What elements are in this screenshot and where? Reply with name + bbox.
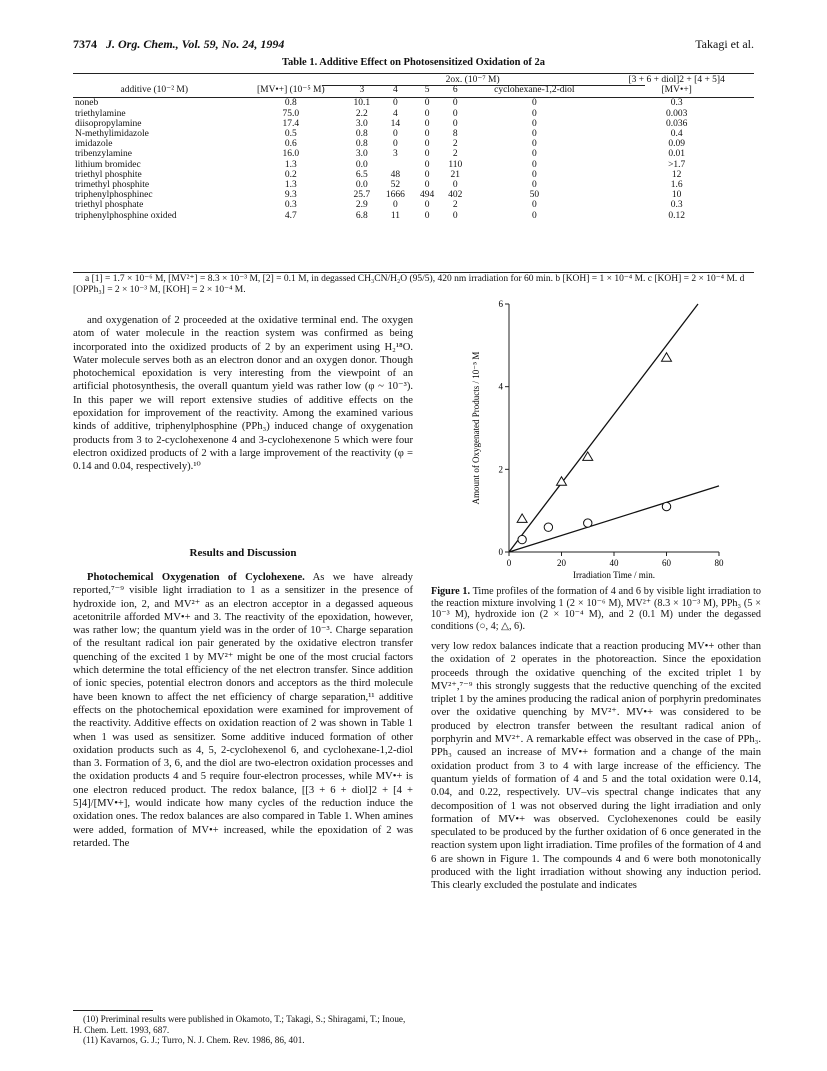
value-cell: 0 (393, 139, 398, 150)
page-header-left (73, 37, 284, 52)
figure-1-chart (431, 296, 731, 581)
value-cell: 402 (448, 190, 463, 201)
value-cell: 0.4 (670, 129, 683, 140)
value-cell: >1.7 (668, 159, 686, 170)
table-row (73, 119, 754, 129)
value-cell: 17.4 (282, 118, 300, 129)
table-row (73, 200, 754, 210)
col-header-4: 4 (378, 85, 413, 98)
value-cell: 2 (452, 200, 458, 211)
additive-cell: tribenzylamine (75, 149, 132, 160)
col-header-diol: cyclohexane-1,2-diol (469, 85, 599, 98)
additive-cell: N-methylimidazole (75, 129, 149, 140)
table-row (73, 211, 754, 221)
value-cell: 0 (452, 98, 458, 109)
value-cell: 10 (671, 190, 682, 201)
table-footnote: a [1] = 1.7 × 10⁻⁶ M, [MV²⁺] = 8.3 × 10⁻³ M, [2] = 0.1 M, in degassed CH₃CN/H₂O (95/5), 420 nm irradiation for 60 min. b [KOH] = 1 × 10⁻⁴ M. c [KOH] = 2 × 10⁻⁴ M. d [OPPh₃] = 2 × 10⁻³ M, [KOH] = 2 × 10⁻⁴ M. (73, 274, 745, 295)
value-cell: 2 (452, 139, 458, 150)
value-cell: 0 (531, 129, 537, 140)
page-number: 7374 (73, 37, 97, 51)
value-cell: 6.8 (355, 210, 368, 221)
fit-line-circle (509, 486, 719, 552)
value-cell: 50 (529, 190, 540, 201)
col-header-5: 5 (413, 85, 441, 98)
y-axis-label: Amount of Oxygenated Products / 10⁻⁵ M (471, 351, 481, 505)
footnote-rule (73, 1010, 153, 1011)
value-cell: 4.7 (284, 210, 297, 221)
additive-cell: triethyl phosphate (75, 200, 144, 211)
value-cell: 0 (531, 98, 537, 109)
value-cell: 52 (390, 180, 401, 191)
ratio-header-top: [3 + 6 + diol]2 + [4 + 5]4 (628, 75, 725, 85)
circle-point (544, 523, 552, 531)
value-cell: 0.003 (665, 108, 688, 119)
table-row (73, 149, 754, 159)
additive-cell: trimethyl phosphite (75, 180, 150, 191)
figure-caption-text: Time profiles of the formation of 4 and 6 by visible light irradiation to the reaction mixture involving 1 (2 × 10⁻⁶ M), MV²⁺ (8.3 × 10⁻³ M), PPh₃ (5 × 10⁻³ M), hydroxide ion (2 × 10⁻⁴ M), and 2 (0.1 M) under the degassed conditions (○, 4; △, 6). (431, 586, 761, 632)
additive-cell: diisopropylamine (75, 118, 142, 129)
table-row (73, 180, 754, 190)
additive-cell: imidazole (75, 139, 113, 150)
value-cell: 0 (424, 149, 430, 160)
data-table (73, 73, 754, 221)
col-header-3: 3 (346, 85, 378, 98)
value-cell: 0.3 (670, 200, 683, 211)
value-cell: 0.8 (355, 139, 368, 150)
x-tick-label: 80 (714, 558, 724, 568)
table-row (73, 139, 754, 149)
value-cell: 0 (393, 129, 398, 140)
value-cell: 11 (390, 210, 400, 221)
value-cell: 0 (424, 210, 430, 221)
value-cell: 14 (390, 118, 401, 129)
value-cell: 3 (393, 149, 398, 160)
value-cell: 0.3 (670, 98, 683, 109)
additive-cell: lithium bromidec (75, 159, 141, 170)
value-cell: 75.0 (282, 108, 300, 119)
value-cell: 0.5 (284, 129, 297, 140)
figure-caption (431, 586, 761, 632)
value-cell: 12 (671, 169, 682, 180)
value-cell: 0.09 (668, 139, 685, 150)
value-cell: 0.3 (284, 200, 297, 211)
value-cell: 0 (424, 169, 430, 180)
value-cell: 0 (531, 180, 537, 191)
triangle-point (662, 353, 672, 362)
value-cell: 2.2 (355, 108, 368, 119)
value-cell: 0.8 (284, 98, 297, 109)
value-cell: 1.3 (284, 159, 297, 170)
additive-cell: noneb (75, 98, 99, 109)
value-cell: 0 (531, 200, 537, 211)
value-cell: 0 (531, 139, 537, 150)
value-cell: 0 (531, 118, 537, 129)
x-tick-label: 0 (506, 558, 512, 568)
value-cell: 3.0 (355, 118, 368, 129)
circle-point (518, 535, 526, 543)
value-cell: 0.6 (284, 139, 297, 150)
value-cell: 0 (452, 118, 458, 129)
value-cell: 0 (531, 108, 537, 119)
table-row (73, 160, 754, 170)
value-cell: 0 (424, 139, 430, 150)
value-cell: 0.01 (668, 149, 685, 160)
group-header: 2ox. (10⁻⁷ M) (445, 75, 500, 85)
table-row (73, 170, 754, 180)
value-cell: 9.3 (284, 190, 297, 201)
additive-cell: triethyl phosphite (75, 169, 142, 180)
reference-10: (10) Preriminal results were published in Okamoto, T.; Takagi, S.; Shiragami, T.; Inoue, H. Chem. Lett. 1993, 687. (73, 1014, 406, 1035)
value-cell: 8 (452, 129, 458, 140)
value-cell: 1666 (385, 190, 405, 201)
body-paragraph-2 (73, 571, 413, 850)
value-cell: 3.0 (355, 149, 368, 160)
value-cell: 6.5 (355, 169, 368, 180)
value-cell: 0.8 (355, 129, 368, 140)
y-tick-label: 6 (498, 299, 503, 309)
value-cell: 16.0 (282, 149, 300, 160)
value-cell: 1.6 (670, 180, 683, 191)
ratio-header-bottom: [MV•+] (599, 85, 754, 98)
figure-label: Figure 1. (431, 586, 471, 597)
value-cell: 0.0 (355, 180, 368, 191)
value-cell: 0 (424, 118, 430, 129)
x-tick-label: 60 (662, 558, 671, 568)
y-tick-label: 0 (498, 547, 503, 557)
value-cell: 0.0 (355, 159, 368, 170)
y-tick-label: 4 (498, 381, 503, 392)
reference-list (73, 1014, 413, 1046)
paragraph-subheading: Photochemical Oxygenation of Cyclohexene. (87, 572, 305, 583)
value-cell: 0 (452, 210, 458, 221)
value-cell: 494 (420, 190, 435, 201)
value-cell: 0 (393, 98, 398, 109)
x-tick-label: 20 (557, 558, 566, 568)
x-tick-label: 40 (609, 558, 619, 568)
table-row (73, 129, 754, 139)
value-cell: 0.12 (668, 210, 685, 221)
triangle-point (517, 514, 527, 523)
col-header-additive: additive (10⁻² M) (73, 85, 236, 98)
table-title: Table 1. Additive Effect on Photosensitized Oxidation of 2a (282, 57, 545, 68)
x-axis-label: Irradiation Time / min. (573, 570, 655, 580)
paragraph-2-text: As we have already reported,⁷⁻⁹ visible light irradiation to 1 as a sensitizer in the presence of hydroxide ion, 2, and MV²⁺ as an electron acceptor in a degassed aqueous acetonitrile afforded MV•+ and 3. The reactivity of the epoxidation, however, was rather low; the quantum yield was in the order of 10⁻³. Charge separation of the resultant radical ion pair generated by the oxidative electron transfer quenching of the excited 1 by MV²⁺ might be one of the most crucial factors which determine the total efficiency of the net electron transfer. Since addition of ionic species, potential electron donors and acceptors as the third molecule have been known to affect the net efficiency of charge separation,¹¹ additive effects on the photochemical epoxidation were examined for improvement of the reactivity. Additive effects on oxidation reaction of 2 was shown in Table 1 when 1 was used as sensitizer. Some additive induced formation of other oxidation products such as 4, 5, 2-cyclohexenol 6, and cyclohexane-1,2-diol than 3. Formation of 3, 6, and the diol are two-electron oxidation processes and the oxidation products 4 and 5 require four-electron processes, while MV•+ is one electron reduced product. The redox balance, [[3 + 6 + diol]2 + [4 + 5]4]/[MV•+], would indicate how many cycles of the reduction induce the oxidation ones. The redox balances are also compared in Table 1. When amines were added, formation of MV•+ increased, while the epoxidation of 2 was retarded. The (73, 572, 413, 849)
value-cell: 48 (390, 169, 401, 180)
fit-line-triangle (509, 304, 698, 552)
table-row (73, 98, 754, 109)
journal-citation: J. Org. Chem., Vol. 59, No. 24, 1994 (106, 37, 285, 51)
value-cell: 1.3 (284, 180, 297, 191)
value-cell: 25.7 (353, 190, 371, 201)
value-cell: 21 (450, 169, 461, 180)
col-header-mv: [MV•+] (10⁻⁵ M) (236, 85, 346, 98)
value-cell: 0 (531, 149, 537, 160)
reference-11: (11) Kavarnos, G. J.; Turro, N. J. Chem. Rev. 1986, 86, 401. (83, 1035, 305, 1045)
value-cell: 0.036 (665, 118, 688, 129)
value-cell: 0 (393, 200, 398, 211)
running-authors: Takagi et al. (695, 37, 754, 51)
body-paragraph-3: very low redox balances indicate that a reaction producing MV•+ other than the oxidation of 2 operates in the photoreaction. Since the epoxidation proceeds through the oxidative quenching of the excited triplet 1 by MV²⁺,⁷⁻⁹ this strongly suggests that the reductive quenching of the excited triplet 1 by the amines producing the radical anion of porphyrin predominates over the oxidative quenching by MV²⁺. MV•+ was considered to be produced by electron transfer between the resultant radical anion of porphyrin and MV²⁺. A remarkable effect was observed in the case of PPh₃. PPh₃ caused an increase of MV•+ formation and a change of the main oxidation product from 3 to 4 with large increase of the efficiency. The quantum yields of formation of 4 and 5 and the total oxidation were 0.14, 0.04, and 0.22, respectively. UV–vis spectral change indicates that any decomposition of 1 was not observed during the light irradiation and only formation of MV•+ was observed. Cyclohexenones could be easily speculated to be produced by the further oxidation of 6 once generated in the reaction system upon light irradiation. Time profiles of the formation of 4 and 6 are shown in Figure 1. The compounds 4 and 6 were both monotonically produced with the light irradiation without showing any induction period. This clearly excluded the postulate and indicates (431, 641, 761, 892)
value-cell: 0 (531, 159, 537, 170)
value-cell: 110 (448, 159, 463, 170)
circle-point (662, 502, 670, 510)
value-cell: 0 (424, 180, 430, 191)
value-cell: 0 (424, 129, 430, 140)
y-tick-label: 2 (498, 464, 503, 475)
additive-cell: triphenylphosphinec (75, 190, 153, 201)
additive-cell: triphenylphosphine oxided (75, 210, 177, 221)
section-heading: Results and Discussion (189, 547, 297, 559)
value-cell: 0 (424, 98, 430, 109)
value-cell: 2.9 (355, 200, 368, 211)
value-cell: 0 (452, 108, 458, 119)
table-row (73, 109, 754, 119)
value-cell: 0 (531, 210, 537, 221)
value-cell: 0 (424, 200, 430, 211)
value-cell (378, 160, 413, 170)
body-paragraph-1: and oxygenation of 2 proceeded at the oxidative terminal end. The oxygen atom of water molecule in the reaction system was confirmed as being incorporated into the oxidized products of 2 by an experiment using H₂¹⁸O. Water molecule serves both as an electron donor and an oxygen donor. Though photochemical epoxidation is very interesting from the viewpoint of an artificial photosynthesis, the overall quantum yield was rather low (φ ~ 10⁻³). In this paper we will report extensive studies of additive effects on the epoxidation for improvement of the reactivity. Among the examined various kinds of additive, triphenylphosphine (PPh₃) induced change of oxygenation products from 3 to 2-cyclohexenone 4 and 3-cyclohexenone 5 which were four electron oxidized products of 2 with a large improvement of the reactivity (φ = 0.14 and 0.04, respectively).¹⁰ (73, 315, 413, 473)
col-header-6: 6 (441, 85, 469, 98)
additive-cell: triethylamine (75, 108, 126, 119)
table-bottom-rule (73, 272, 754, 273)
value-cell: 0.2 (284, 169, 297, 180)
value-cell: 4 (393, 108, 398, 119)
value-cell: 0 (531, 169, 537, 180)
value-cell: 0 (452, 180, 458, 191)
table-row (73, 190, 754, 200)
value-cell: 2 (452, 149, 458, 160)
value-cell: 0 (424, 108, 430, 119)
table-body (73, 98, 754, 221)
circle-point (584, 519, 592, 527)
value-cell: 0 (424, 159, 430, 170)
value-cell: 10.1 (353, 98, 371, 109)
